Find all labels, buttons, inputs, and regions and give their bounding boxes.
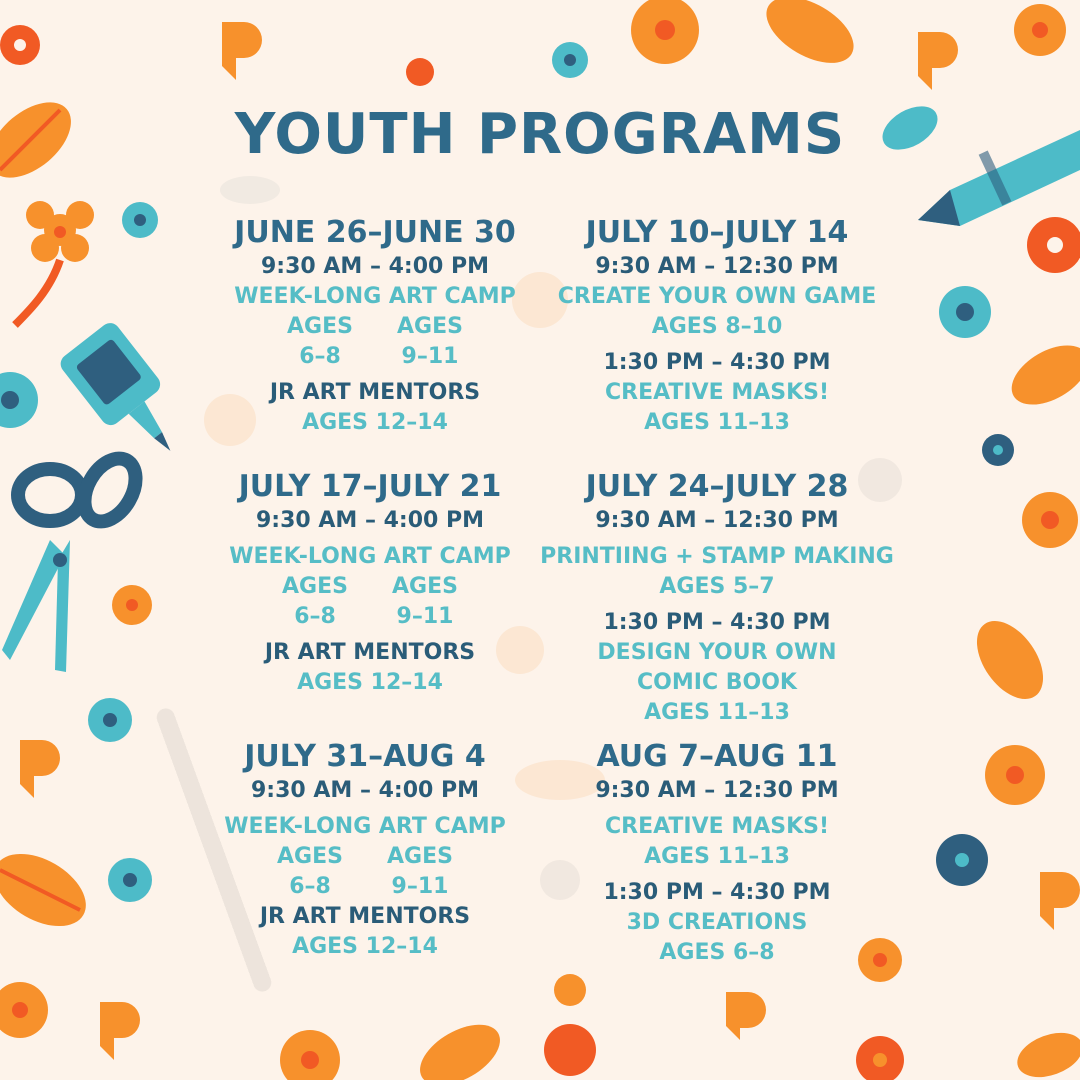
age-range: 6–8 [294, 604, 336, 629]
afternoon-program-line2: COMIC BOOK [637, 670, 797, 695]
week-block-july-10 [537, 214, 897, 438]
week-date: JULY 24–JULY 28 [585, 469, 849, 504]
leaf-icon [963, 609, 1056, 711]
program-name: WEEK-LONG ART CAMP [224, 814, 506, 839]
flower-icon [1022, 492, 1078, 548]
program-name: CREATE YOUR OWN GAME [557, 284, 877, 309]
week-time: 9:30 AM – 4:00 PM [250, 778, 479, 803]
flower-icon [122, 202, 158, 238]
logo-mark-icon [726, 992, 766, 1040]
week-block-july-24 [537, 468, 897, 728]
age-range: 6–8 [299, 344, 341, 369]
week-time: 9:30 AM – 4:00 PM [260, 254, 489, 279]
logo-mark-icon [100, 1002, 140, 1060]
flower-icon [406, 58, 434, 86]
afternoon-ages: AGES 11–13 [644, 700, 790, 725]
program-name: CREATIVE MASKS! [604, 814, 830, 839]
age-label: AGES [282, 574, 348, 599]
week-block-july-17 [190, 468, 550, 698]
mentor-ages: AGES 12–14 [292, 934, 438, 959]
week-time: 9:30 AM – 4:00 PM [255, 508, 484, 533]
flower-icon [0, 982, 48, 1038]
logo-mark-icon [1040, 872, 1080, 930]
age-label: AGES [277, 844, 343, 869]
week-time: 9:30 AM – 12:30 PM [595, 778, 839, 803]
age-groups [270, 572, 470, 632]
flower-icon [112, 585, 152, 625]
scissors-icon [2, 450, 146, 672]
mentor-ages: AGES 12–14 [302, 410, 448, 435]
age-label: AGES [392, 574, 458, 599]
mentor-ages: AGES 12–14 [297, 670, 443, 695]
week-block-aug-7 [537, 738, 897, 968]
flower-icon [856, 1036, 904, 1080]
age-range: 9–11 [391, 874, 449, 899]
flower-icon [88, 698, 132, 742]
age-groups [275, 312, 475, 372]
flower-icon [108, 858, 152, 902]
leaf-icon [1002, 333, 1080, 417]
age-label: AGES [387, 844, 453, 869]
week-time: 9:30 AM – 12:30 PM [595, 508, 839, 533]
leaf-icon [410, 1012, 510, 1080]
afternoon-ages: AGES 11–13 [644, 410, 790, 435]
flower-icon [554, 974, 586, 1006]
page-title: YOUTH PROGRAMS [234, 102, 846, 167]
logo-mark-icon [20, 740, 60, 798]
afternoon-time: 1:30 PM – 4:30 PM [603, 350, 831, 375]
leaf-icon [1011, 1025, 1080, 1080]
flower-icon [0, 25, 40, 65]
mentor-program: JR ART MENTORS [259, 904, 471, 929]
mentor-program: JR ART MENTORS [269, 380, 481, 405]
flower-icon [936, 834, 988, 886]
week-date: JUNE 26–JUNE 30 [234, 215, 516, 250]
week-date: JULY 10–JULY 14 [585, 215, 849, 250]
flower-icon [544, 1024, 596, 1076]
program-name: WEEK-LONG ART CAMP [234, 284, 516, 309]
age-label: AGES [287, 314, 353, 339]
flower-icon [0, 372, 38, 428]
afternoon-program: CREATIVE MASKS! [604, 380, 830, 405]
week-date: JULY 31–AUG 4 [244, 739, 486, 774]
logo-mark-icon [918, 32, 958, 90]
flower-icon [1027, 217, 1080, 273]
flower-icon [280, 1030, 340, 1080]
week-block-july-31 [185, 738, 545, 962]
age-groups [265, 842, 465, 902]
age-range: 9–11 [401, 344, 459, 369]
program-name: PRINTIING + STAMP MAKING [540, 544, 894, 569]
logo-mark-icon [222, 22, 262, 80]
flower-icon [985, 745, 1045, 805]
program-ages: AGES 8–10 [651, 314, 783, 339]
flower-icon [1014, 4, 1066, 56]
mentor-program: JR ART MENTORS [264, 640, 476, 665]
program-name: WEEK-LONG ART CAMP [229, 544, 511, 569]
week-date: JULY 17–JULY 21 [238, 469, 502, 504]
week-date: AUG 7–AUG 11 [596, 739, 838, 774]
week-block-june-26 [195, 214, 555, 438]
week-time: 9:30 AM – 12:30 PM [595, 254, 839, 279]
afternoon-program-line1: DESIGN YOUR OWN [597, 640, 837, 665]
leaf-icon [0, 839, 98, 941]
leaf-icon [755, 0, 864, 77]
afternoon-program: 3D CREATIONS [626, 910, 808, 935]
flower-icon [939, 286, 991, 338]
program-ages: AGES 11–13 [644, 844, 790, 869]
glue-bottle-icon [57, 319, 198, 472]
age-label: AGES [397, 314, 463, 339]
age-range: 6–8 [289, 874, 331, 899]
flower-icon [631, 0, 699, 64]
flower-icon [982, 434, 1014, 466]
afternoon-ages: AGES 6–8 [659, 940, 775, 965]
age-range: 9–11 [396, 604, 454, 629]
afternoon-time: 1:30 PM – 4:30 PM [603, 880, 831, 905]
afternoon-time: 1:30 PM – 4:30 PM [603, 610, 831, 635]
flower-icon [552, 42, 588, 78]
program-ages: AGES 5–7 [659, 574, 775, 599]
